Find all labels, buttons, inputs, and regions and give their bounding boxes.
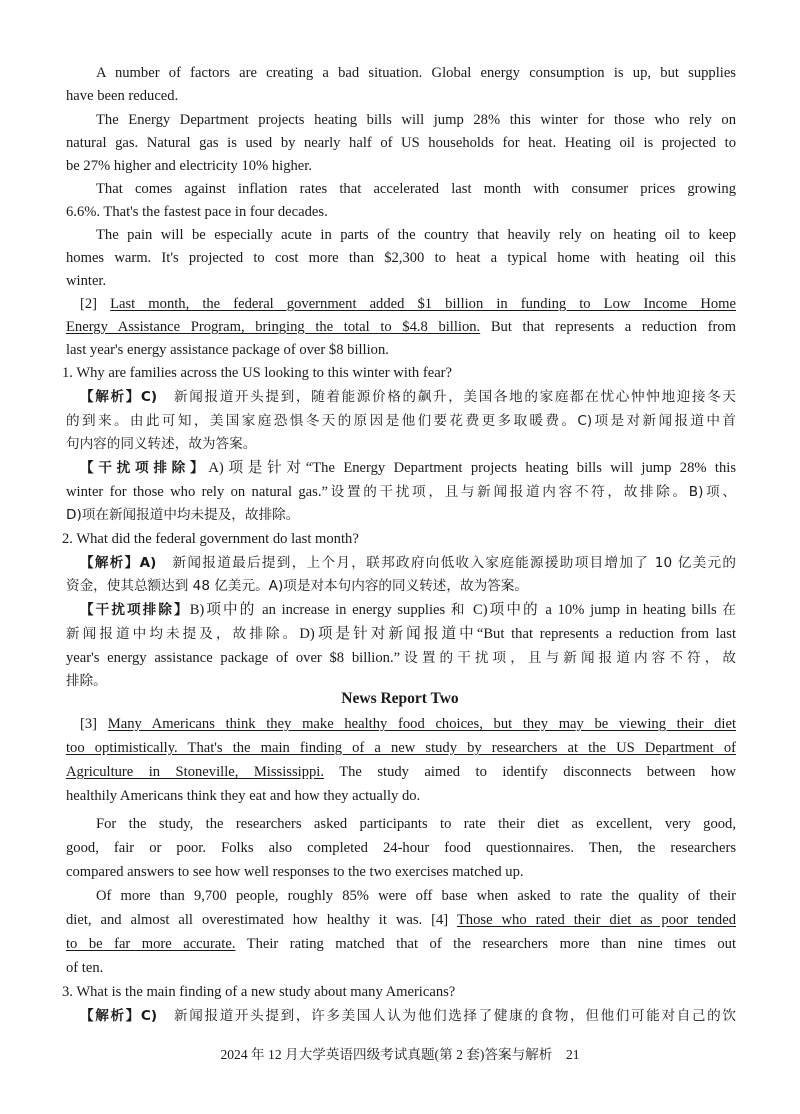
p8-line4: of ten.: [66, 960, 104, 976]
p2-line2: natural gas. Natural gas is used by nearly half of US households for heat. Heating oil is projected to: [66, 135, 736, 151]
p8-line2: [66, 909, 736, 931]
q1-distractor-text1: A)项是针对“The Energy Department projects heating bills will jump 28% this: [208, 460, 736, 476]
q2-analysis-text1: 新闻报道最后提到，上个月，联邦政府向低收入家庭能源援助项目增加了 10 亿美元的: [156, 555, 737, 571]
q2-distractor-line2: [66, 623, 736, 645]
p1-line2: have been reduced.: [66, 88, 179, 104]
q1-analysis-line2: 的到来。由此可知，美国家庭恐惧冬天的原因是他们要花费更多取暖费。C)项是对新闻报道中首: [66, 413, 736, 429]
q1-analysis-line1: [80, 386, 736, 408]
page-footer: 2024 年 12 月大学英语四级考试真题(第 2 套)答案与解析 21: [220, 1047, 580, 1062]
p4-line1: The pain will be especially acute in parts of the country that heavily rely on heating oil to keep: [96, 227, 736, 243]
p6-line3-rest: The study aimed to identify disconnects between how: [324, 764, 736, 780]
p4-line2: homes warm. It's projected to cost more than $2,300 to heat a typical home with heating oil this: [66, 250, 736, 266]
p7-line3: compared answers to see how well responses to the two exercises matched up.: [66, 864, 524, 880]
p8-line1: Of more than 9,700 people, roughly 85% were off base when asked to rate the quality of their: [96, 888, 736, 904]
p5-line3: last year's energy assistance package of over $8 billion.: [66, 342, 389, 358]
question-2: 2. What did the federal government do last month?: [62, 531, 359, 547]
q2-d-zh1: 和: [450, 602, 473, 618]
analysis-tag-1: 【解析】C): [80, 389, 158, 405]
q3-analysis-line1: [80, 1005, 736, 1027]
marker-2: [2]: [80, 296, 98, 312]
p3-line2: 6.6%. That's the fastest pace in four decades.: [66, 204, 328, 220]
p5-line2: [66, 316, 736, 338]
p2-line3: be 27% higher and electricity 10% higher.: [66, 158, 312, 174]
q2-analysis-line2: 资金，使其总额达到 48 亿美元。A)项是对本句内容的同义转述，故为答案。: [66, 578, 528, 594]
question-1: 1. Why are families across the US looking to this winter with fear?: [62, 365, 453, 381]
q2-d-en3: D)项是针对新闻报道中“But that represents a reduction from last: [299, 626, 737, 642]
p5-underlined-2: Energy Assistance Program, bringing the total to $4.8 billion.: [66, 319, 481, 335]
q1-analysis-text1: 新闻报道开头提到，随着能源价格的飙升，美国各地的家庭都在忧心忡忡地迎接冬天: [157, 389, 736, 405]
q2-d-en2: C)项中的 a 10% jump in heating bills: [473, 602, 723, 618]
q1-analysis-line3: 句内容的同义转述，故为答案。: [66, 436, 257, 452]
p6-line3: [66, 761, 736, 783]
p6-underlined-3: Agriculture in Stoneville, Mississippi.: [66, 764, 324, 780]
p6-line2: [66, 737, 736, 759]
p8-underlined-1: Those who rated their diet as poor tended: [456, 912, 736, 928]
p7-line2: good, fair or poor. Folks also completed 24-hour food questionnaires. Then, the researchers: [66, 840, 736, 856]
q1-distractor-line1: [80, 457, 736, 479]
p6-underlined-2: too optimistically. That's the main finding of a new study by researchers at the US Department of: [66, 740, 736, 756]
marker-3: [3]: [80, 716, 98, 732]
q2-d-zh2: 在: [722, 602, 737, 618]
p8-line3-rest: Their rating matched that of the researchers more than nine times out: [235, 936, 736, 952]
p8-line2-text: diet, and almost all overestimated how healthy it was.: [66, 912, 432, 928]
p1-line1: A number of factors are creating a bad situation. Global energy consumption is up, but supplies: [96, 65, 736, 81]
analysis-tag-3: 【解析】C): [80, 1008, 158, 1024]
q1-distractor-zh: 设置的干扰项，且与新闻报道内容不符，故排除。B)项、: [327, 484, 736, 500]
q2-distractor-line4: 排除。: [66, 673, 107, 689]
p7-line1: For the study, the researchers asked participants to rate their diet as excellent, very good,: [96, 816, 736, 832]
p8-line3: [66, 933, 736, 955]
q2-d-zh4: 设置的干扰项，且与新闻报道内容不符，故: [400, 650, 736, 666]
p6-underlined-1: Many Americans think they make healthy food choices, but they may be viewing their diet: [107, 716, 736, 732]
question-3: 3. What is the main finding of a new study about many Americans?: [62, 984, 456, 1000]
q2-d-en1: B)项中的 an increase in energy supplies: [189, 602, 451, 618]
p6-line1: [80, 713, 736, 735]
p5-line2-rest: But that represents a reduction from: [480, 319, 736, 335]
marker-4: [4]: [431, 912, 449, 928]
q2-distractor-line1: [80, 599, 736, 621]
q2-d-en4: year's energy assistance package of over $8 billion.”: [66, 650, 401, 666]
q2-distractor-line3: [66, 647, 736, 669]
p6-line4: healthily Americans think they eat and how they actually do.: [66, 788, 421, 804]
analysis-tag-2: 【解析】A): [80, 555, 157, 571]
p3-line1: That comes against inflation rates that accelerated last month with consumer prices growing: [96, 181, 736, 197]
p5-underlined-1: Last month, the federal government added $1 billion in funding to Low Income Home: [110, 296, 736, 312]
p2-line1: The Energy Department projects heating bills will jump 28% this winter for those who rely on: [96, 112, 736, 128]
section-heading: News Report Two: [341, 690, 459, 707]
q2-d-zh3: 新闻报道中均未提及，故排除。: [66, 626, 300, 642]
q1-distractor-en: winter for those who rely on natural gas.”: [66, 484, 328, 500]
p5-line1: [80, 293, 736, 315]
distractor-tag-2: 【干扰项排除】: [80, 602, 190, 618]
p4-line3: winter.: [66, 273, 107, 289]
q3-analysis-text1: 新闻报道开头提到，许多美国人认为他们选择了健康的食物，但他们可能对自己的饮: [157, 1008, 736, 1024]
q1-distractor-line3: D)项在新闻报道中均未提及，故排除。: [66, 507, 300, 523]
p8-underlined-2: to be far more accurate.: [66, 936, 236, 952]
q1-distractor-line2: [66, 481, 736, 503]
distractor-tag-1: 【干扰项排除】: [80, 460, 209, 476]
q2-analysis-line1: [80, 552, 736, 574]
